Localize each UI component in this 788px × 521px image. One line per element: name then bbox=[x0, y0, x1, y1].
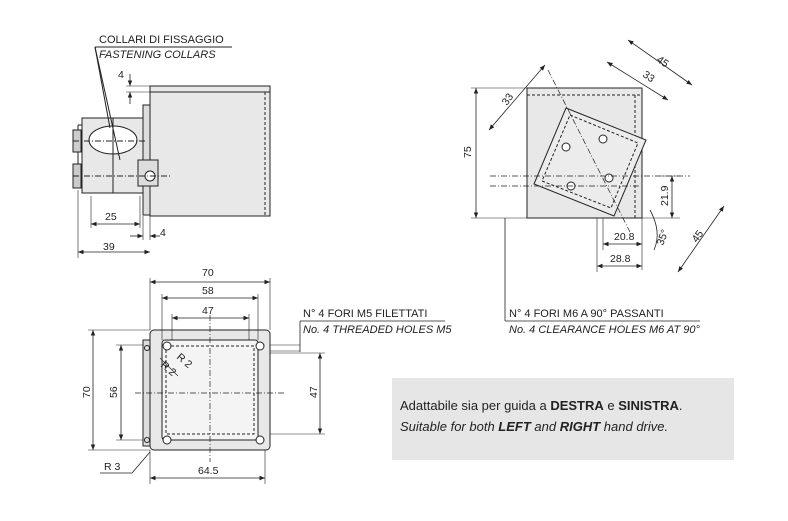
threaded-label-it: N° 4 FORI M5 FILETTATI bbox=[303, 308, 428, 320]
dim-side-39: 39 bbox=[103, 241, 115, 253]
note-text: . bbox=[678, 398, 683, 413]
dim-front-58: 58 bbox=[202, 285, 214, 297]
dim-side-4: 4 bbox=[160, 227, 166, 239]
note-line-english bbox=[400, 419, 668, 434]
threaded-hole bbox=[256, 342, 264, 350]
dim-side-25: 25 bbox=[105, 211, 117, 223]
collars-label-en: FASTENING COLLARS bbox=[99, 49, 216, 61]
dim-front-47-top: 47 bbox=[202, 305, 214, 317]
note-text: hand drive. bbox=[600, 419, 669, 434]
dim-front-47-right: 47 bbox=[308, 386, 320, 398]
dim-front-64-5: 64.5 bbox=[198, 465, 219, 477]
collars-label-it: COLLARI DI FISSAGGIO bbox=[99, 34, 224, 46]
threaded-label-en: No. 4 THREADED HOLES M5 bbox=[303, 324, 452, 336]
threaded-hole bbox=[163, 342, 171, 350]
clearance-hole bbox=[562, 143, 570, 151]
dim-rot-33-top: 33 bbox=[640, 68, 657, 86]
dim-rot-45-top: 45 bbox=[654, 53, 671, 71]
threaded-hole bbox=[163, 436, 171, 444]
dim-rot-28-8: 28.8 bbox=[610, 253, 631, 265]
note-bold-right: DESTRA bbox=[550, 398, 604, 413]
dim-rot-45-right: 45 bbox=[689, 228, 707, 245]
note-text: Suitable for both bbox=[400, 419, 499, 434]
clearance-label-en: No. 4 CLEARANCE HOLES M6 AT 90° bbox=[509, 324, 700, 336]
rotated-view bbox=[471, 40, 724, 321]
dim-rot-75: 75 bbox=[462, 146, 474, 158]
radius-r2-b: R 2 bbox=[158, 359, 179, 379]
dim-front-70-top: 70 bbox=[202, 267, 214, 279]
dim-side-top-4: 4 bbox=[118, 69, 124, 81]
dim-rot-20-8: 20.8 bbox=[614, 231, 635, 243]
side-view-body bbox=[150, 86, 270, 216]
dim-front-70-left: 70 bbox=[81, 386, 93, 398]
clearance-label-it: N° 4 FORI M6 A 90° PASSANTI bbox=[509, 308, 664, 320]
clearance-hole bbox=[599, 135, 607, 143]
note-bold-right: RIGHT bbox=[559, 419, 601, 434]
note-text: e bbox=[603, 398, 619, 413]
side-view bbox=[73, 47, 270, 258]
note-text: and bbox=[530, 419, 560, 434]
radius-r2-a: R 2 bbox=[174, 351, 195, 371]
note-bold-left: SINISTRA bbox=[618, 398, 679, 413]
dim-rot-33-left: 33 bbox=[499, 91, 517, 108]
note-text: Adattabile sia per guida a bbox=[400, 398, 551, 413]
clearance-hole bbox=[605, 174, 613, 182]
dim-front-56: 56 bbox=[108, 386, 120, 398]
threaded-hole bbox=[256, 436, 264, 444]
note-line-italian bbox=[400, 398, 683, 413]
dim-rot-35deg: 35° bbox=[654, 227, 672, 248]
note-bold-left: LEFT bbox=[498, 419, 531, 434]
dim-rot-21-9: 21.9 bbox=[659, 185, 671, 206]
radius-r3: R 3 bbox=[104, 461, 121, 473]
mounting-note bbox=[392, 378, 734, 460]
